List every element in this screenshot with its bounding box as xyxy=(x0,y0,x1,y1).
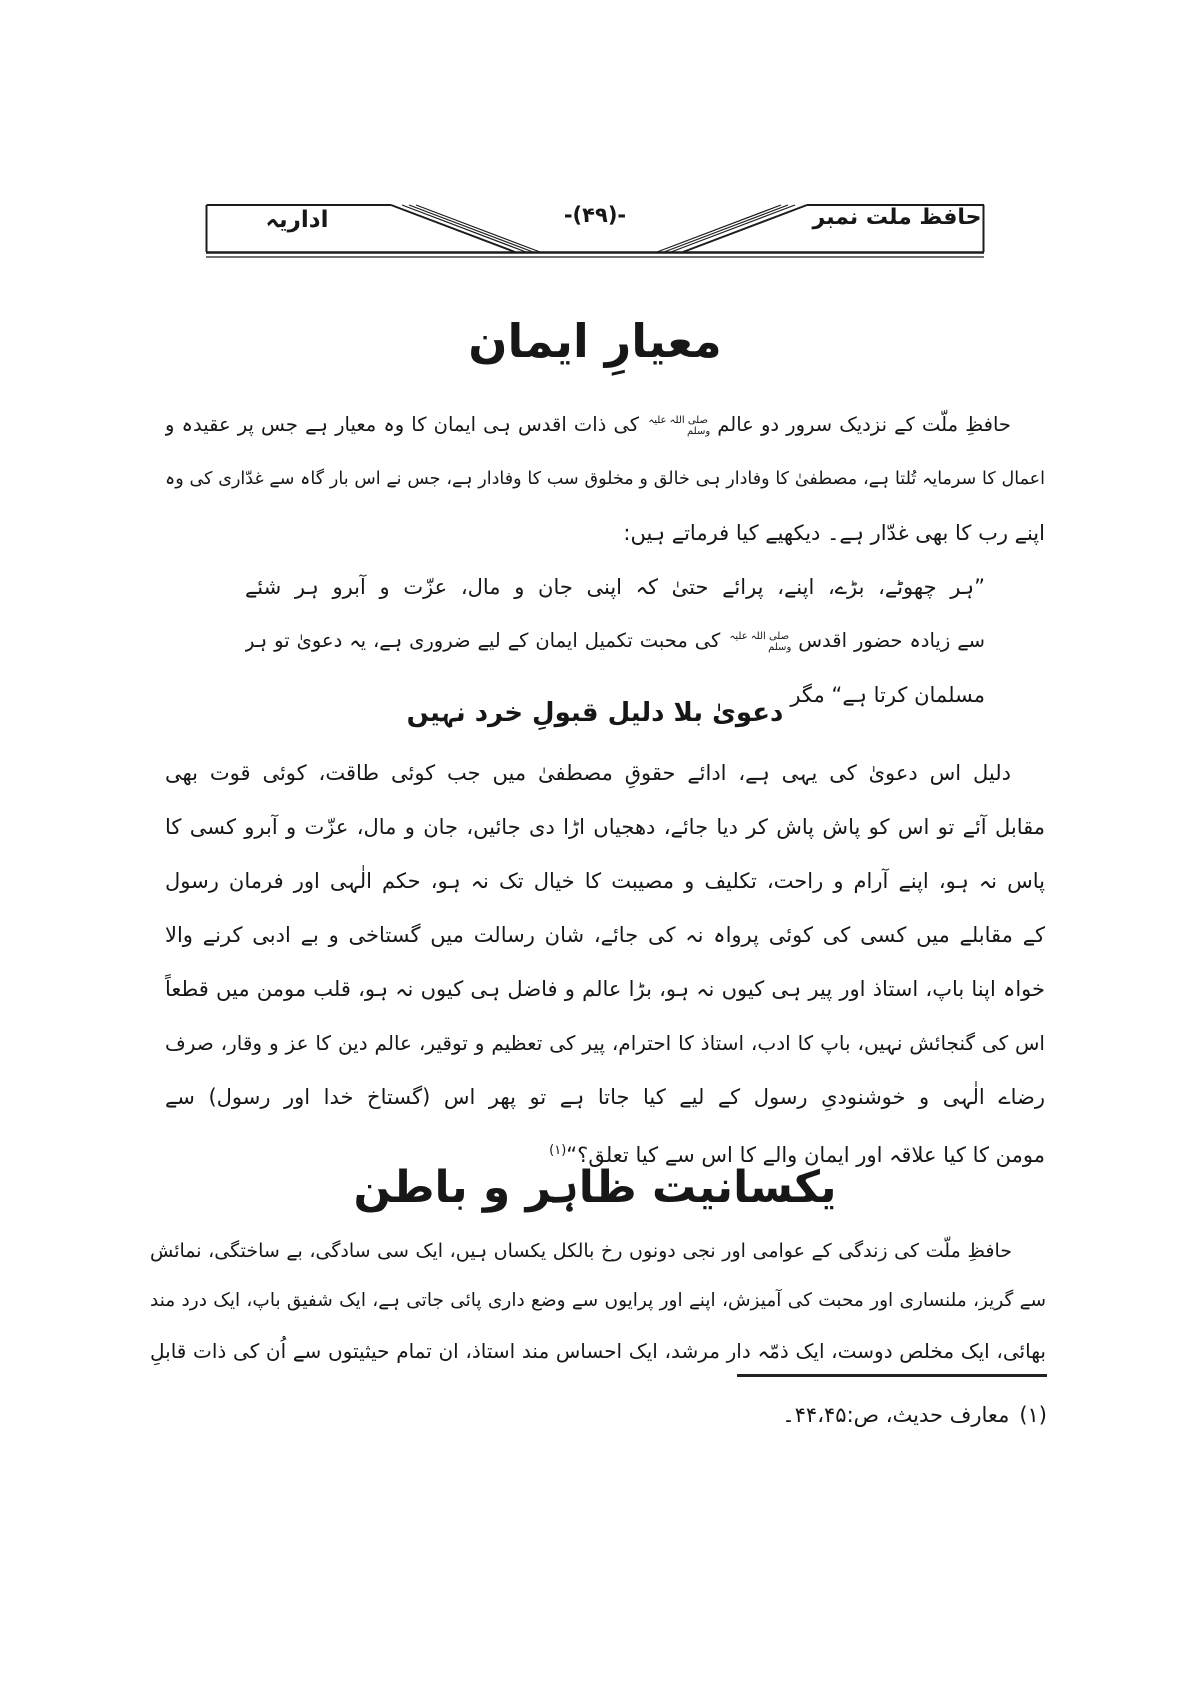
footnote-separator-rule xyxy=(737,1374,1047,1377)
text-run: سے زیادہ حضور اقدس xyxy=(791,629,985,652)
footnote-reference: (۱) xyxy=(549,1143,567,1158)
section-heading: یکسانیت ظاہر و باطن xyxy=(353,1162,837,1213)
text-run: کی محبت تکمیل ایمان کے لیے ضروری ہے، یہ دعویٰ تو ہر xyxy=(245,629,728,652)
header-issue-label: حافظ ملت نمبر xyxy=(812,205,982,230)
text-run: حافظِ ملّت کے نزدیک سرور دو عالم xyxy=(710,413,1011,436)
text-line: خواہ اپنا باپ، استاذ اور پیر ہی کیوں نہ ہو، بڑا عالم و فاضل ہی کیوں نہ ہو، قلب مومن میں قطعاً xyxy=(165,977,1045,1001)
text-line: اس کی گنجائش نہیں، باپ کا ادب، استاذ کا احترام، پیر کی تعظیم و توقیر، عالم دین کا عز و وقار، صرف xyxy=(165,1031,1045,1055)
header-band xyxy=(205,196,985,262)
text-line: مقابل آئے تو اس کو پاش پاش کر دیا جائے، دھجیاں اڑا دی جائیں، جان و مال، عزّت و آبرو کسی کا xyxy=(165,815,1045,839)
paragraph-yaksaniyat xyxy=(150,1226,1046,1376)
header-section-label: اداریہ xyxy=(265,207,329,233)
text-line: پاس نہ ہو، اپنے آرام و راحت، تکلیف و مصیبت کا خیال تک نہ ہو، حکم الٰہی اور فرمان رسول xyxy=(165,869,1045,893)
text-line: کے مقابلے میں کسی کی کوئی پرواہ نہ کی جائے، شان رسالت میں گستاخی و بے ادبی کرنے والا xyxy=(165,923,1045,947)
footnote xyxy=(165,1392,1047,1438)
paragraph-daleel xyxy=(165,746,1045,1178)
footnote-marker: (۱) xyxy=(1019,1403,1047,1427)
text-line: بھائی، ایک مخلص دوست، ایک ذمّہ دار مرشد، ایک احساس مند استاذ، ان تمام حیثیتوں سے اُن کی ذات قابلِ xyxy=(150,1339,1046,1363)
text-line: رضاے الٰہی و خوشنودیِ رسول کے لیے کیا جاتا ہے تو پھر اس (گستاخ خدا اور رسول) سے xyxy=(165,1085,1045,1109)
page-number: -(۴۹)- xyxy=(563,203,627,227)
paragraph-intro xyxy=(165,398,1045,560)
text-run: مومن کا کیا علاقہ اور ایمان والے کا اس سے کیا تعلق؟“ xyxy=(566,1143,1045,1167)
quote-line xyxy=(245,614,985,668)
text-line: اپنے رب کا بھی غدّار ہے۔ دیکھیے کیا فرماتے ہیں: xyxy=(623,521,1045,545)
text-line: دلیل اس دعویٰ کی یہی ہے، ادائے حقوقِ مصطفیٰ میں جب کوئی طاقت، کوئی قوت بھی xyxy=(165,761,1011,785)
honorific-sallallahu-alayhi-wasallam: صلی اللہ علیہ وسلم xyxy=(648,414,711,437)
honorific-sallallahu-alayhi-wasallam: صلی اللہ علیہ وسلم xyxy=(729,630,792,653)
footnote-text: معارف حدیث، ص:۴۴،۴۵۔ xyxy=(782,1403,1010,1427)
article-title: معیارِ ایمان xyxy=(468,314,722,368)
text-line: اعمال کا سرمایہ تُلتا ہے، مصطفیٰ کا وفادار ہی خالق و مخلوق سب کا وفادار ہے، جس نے اس بار گاہ سے غدّاری کی وہ xyxy=(165,469,1045,489)
aphorism-subheading: دعویٰ بلا دلیل قبولِ خرد نہیں xyxy=(406,698,784,728)
quote-line: مسلمان کرتا ہے“ مگر xyxy=(790,683,985,707)
text-line xyxy=(165,398,1045,452)
text-run: کی ذات اقدس ہی ایمان کا وہ معیار ہے جس پر عقیدہ و xyxy=(165,413,647,436)
text-line: سے گریز، ملنساری اور محبت کی آمیزش، اپنے اور پرایوں سے وضع داری پائی جاتی ہے، ایک شفیق باپ، ایک درد مند xyxy=(150,1290,1046,1311)
text-line: حافظِ ملّت کی زندگی کے عوامی اور نجی دونوں رخ بالکل یکساں ہیں، ایک سی سادگی، بے ساختگی، نمائش xyxy=(150,1240,1012,1262)
quote-line: ”ہر چھوٹے، بڑے، اپنے، پرائے حتیٰ کہ اپنی جان و مال، عزّت و آبرو ہر شئے xyxy=(245,575,985,599)
